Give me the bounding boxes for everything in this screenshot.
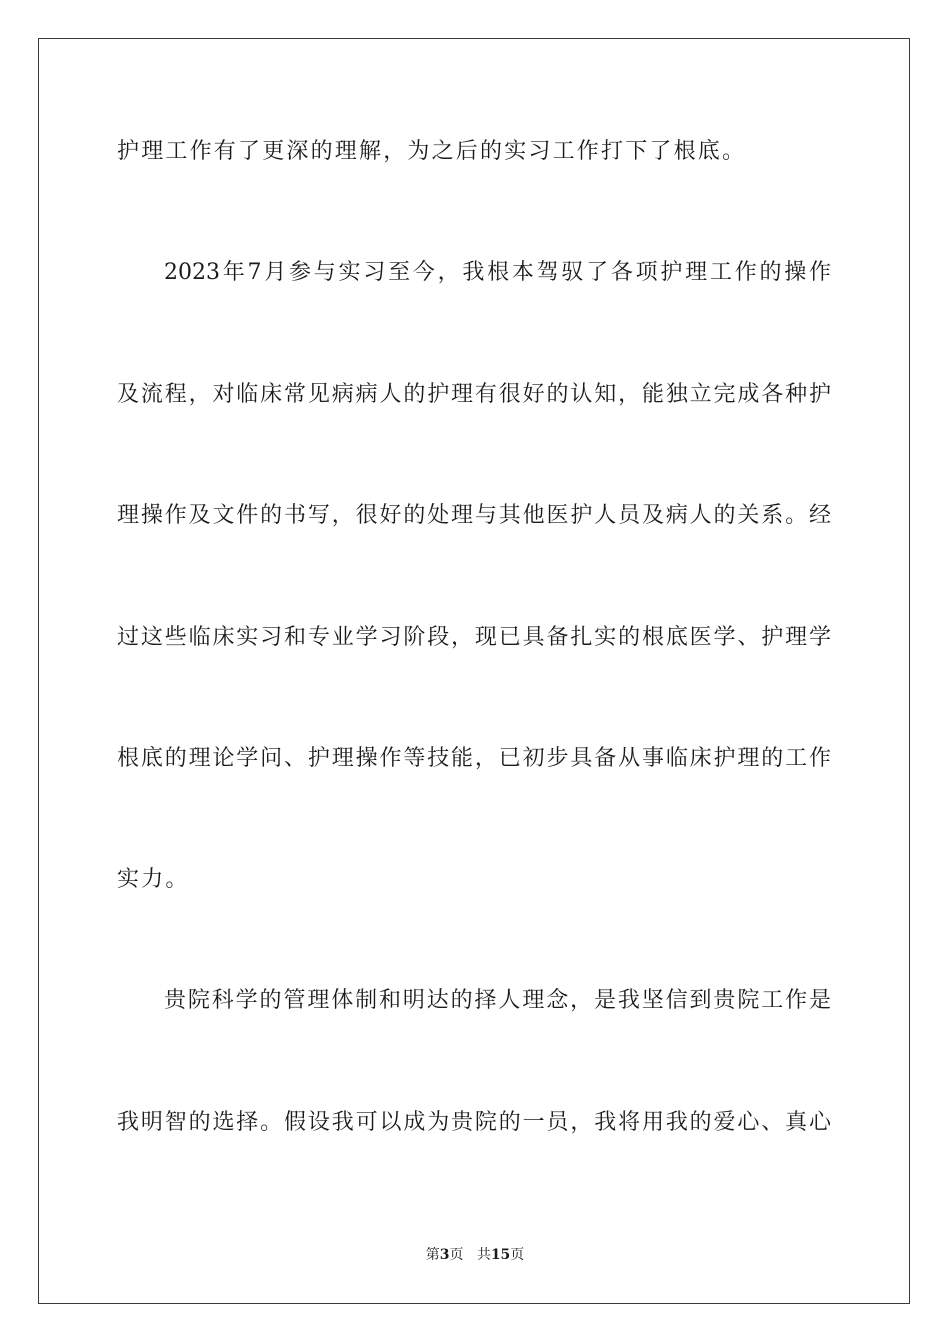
footer-page-prefix: 第 (425, 1247, 440, 1263)
body-line-9: 我明智的选择。假设我可以成为贵院的一员，我将用我的爱心、真心 (117, 1110, 831, 1135)
body-line-2: 2023年7月参与实习至今，我根本驾驭了各项护理工作的操作 (164, 260, 831, 285)
footer-total-prefix: 共 (476, 1247, 491, 1263)
footer-total-suffix: 页 (510, 1247, 525, 1263)
footer-total-pages: 15 (490, 1247, 511, 1263)
body-line-4: 理操作及文件的书写，很好的处理与其他医护人员及病人的关系。经 (117, 503, 831, 528)
page-footer (0, 1246, 950, 1264)
body-line-5: 过这些临床实习和专业学习阶段，现已具备扎实的根底医学、护理学 (117, 625, 831, 650)
body-line-7: 实力。 (117, 867, 190, 892)
footer-page-number: 3 (439, 1247, 450, 1263)
body-line-1: 护理工作有了更深的理解，为之后的实习工作打下了根底。 (117, 139, 747, 164)
body-line-3: 及流程，对临床常见病病人的护理有很好的认知，能独立完成各种护 (117, 382, 831, 407)
footer-page-suffix: 页 (449, 1247, 464, 1263)
body-line-8: 贵院科学的管理体制和明达的择人理念，是我坚信到贵院工作是 (164, 988, 831, 1013)
body-line-6: 根底的理论学问、护理操作等技能，已初步具备从事临床护理的工作 (117, 746, 831, 771)
